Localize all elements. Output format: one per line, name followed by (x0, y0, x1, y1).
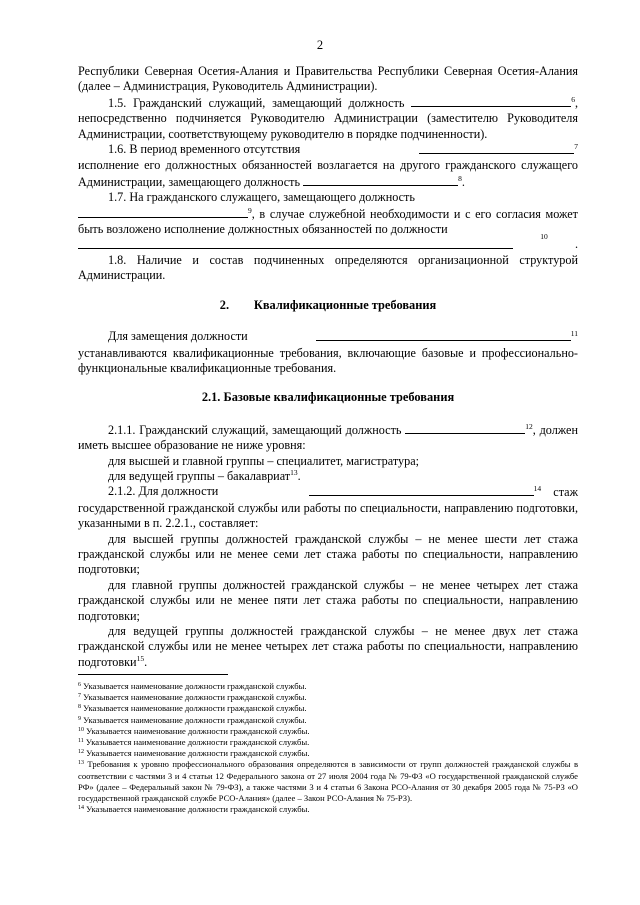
paragraph-continuation: Республики Северная Осетия-Алания и Правительства Республики Северная Осетия-Алания (далее – Администрация, Руководитель Администрации). (78, 64, 578, 94)
blank-line (78, 237, 513, 249)
footnote-number: 7 (78, 693, 81, 700)
footnotes (78, 674, 578, 815)
paragraph-2-1-1-lead: для ведущей группы – бакалавриат$^{13}$. (108, 467, 301, 483)
footnote-number: 10 (78, 726, 84, 733)
blank-line (316, 329, 571, 341)
paragraph-2-1-2-high: для высшей группы должностей гражданской службы – не менее шести лет стажа гражданской службы или не менее семи лет стажа работы по специальности, направлению подготовки; (78, 531, 578, 577)
footnote-number: 12 (78, 749, 84, 756)
paragraph-2-1-2-main: для главной группы должностей гражданской службы – не менее четырех лет стажа гражданской службы или не менее пяти лет стажа работы по специальности, направлению подготовки; (78, 577, 578, 623)
paragraph-2-1-2-lead: для ведущей группы должностей гражданской службы – не менее двух лет стажа гражданской службы или не менее четырех лет стажа работы по специальности, направлению подготовки$^{15}$. (78, 624, 578, 669)
blank-line (411, 95, 571, 107)
blank-line (309, 484, 534, 496)
document-body (78, 64, 578, 670)
footnote (78, 737, 578, 748)
blank-line (419, 142, 574, 154)
footnote-number: 11 (78, 738, 84, 745)
paragraph-1-5: 1.5. Гражданский служащий, замещающий должность $^6$, непосредственно подчиняется Руководителю Администрации (заместителю Руководителя Администрации, соответствующему руководителю в порядке подчиненности). (78, 94, 578, 141)
footnote (78, 804, 578, 815)
footnote-number: 14 (78, 805, 84, 812)
paragraph-2-1-1: 2.1.1. Гражданский служащий, замещающий должность $^{12}$, должен иметь высшее образование не ниже уровня: (78, 421, 578, 453)
footnote (78, 715, 578, 726)
footnote (78, 748, 578, 759)
paragraph-1-6: 1.6. В период временного отсутствия $^7$ исполнение его должностных обязанностей возлагается на другого гражданского служащего Администрации, замещающего должность $^8$. (78, 142, 578, 189)
footnote-text: Указывается наименование должности гражданской службы. (81, 703, 307, 714)
paragraph-2-1-2: 2.1.2. Для должности $^{14}$ стаж государственной гражданской службы или работы по специальности, направлению подготовки, указанными в п. 2.2.1., составляет: (78, 484, 578, 531)
footnote (78, 726, 578, 737)
footnote-text: Указывается наименование должности гражданской службы. (81, 714, 307, 725)
footnote-number: 6 (78, 682, 81, 688)
footnote-separator (78, 674, 228, 675)
footnote-list (78, 681, 578, 815)
footnote-text: Указывается наименование должности гражданской службы. (84, 748, 310, 759)
footnote (78, 703, 578, 714)
blank-line (405, 422, 525, 434)
footnote-text: Указывается наименование должности гражданской службы. (84, 725, 310, 736)
paragraph-1-8: 1.8. Наличие и состав подчиненных определяются организационной структурой Администрации. (78, 252, 578, 283)
footnote (78, 759, 578, 804)
footnote-number: 8 (78, 704, 81, 711)
section-2-1-heading: 2.1. Базовые квалификационные требования (201, 390, 455, 405)
paragraph-1-7: 1.7. На гражданского служащего, замещающего должность $^9$, в случае служебной необходимости и с его согласия может быть возложено исполнение должностных обязанностей по должности 10 . (78, 190, 578, 252)
footnote-number: 13 (78, 760, 84, 767)
paragraph-2-intro: Для замещения должности $^{11}$ устанавливаются квалификационные требования, включающие базовые и профессионально-функциональные квалификационные требования. (78, 329, 578, 375)
footnote-text: Указывается наименование должности гражданской службы. (81, 692, 307, 703)
footnote-text: Указывается наименование должности гражданской службы. (83, 737, 310, 748)
footnote-text: Указывается наименование должности гражданской службы. (81, 681, 307, 691)
footnote-text: Указывается наименование должности гражданской службы. (84, 804, 310, 815)
page-number: 2 (316, 38, 324, 52)
footnote-text: Требования к уровню профессионального образования определяются в зависимости от групп должностей гражданской службы в соответствии с частями 3 и 4 статьи 12 Федерального закона от 27 июля 2004 года № 79-ФЗ «О государственной гражданской службе РФ» (далее – Федеральный закон № 79-ФЗ), а также частями 3 и 4 статьи 6 Закона РСО-Алания от 30 декабря 2005 года № 75-РЗ «О государственной гражданской службе РСО-Алания» (далее – Закон РСО-Алания № 75-РЗ). (78, 759, 578, 804)
blank-line (78, 206, 248, 218)
footnote-number: 9 (78, 715, 81, 722)
blank-line (303, 174, 458, 186)
footnote (78, 681, 578, 692)
paragraph-2-1-1-high: для высшей и главной группы – специалитет, магистратура; (108, 453, 419, 468)
section-2-heading: 2. Квалификационные требования (219, 297, 437, 312)
footnote (78, 692, 578, 703)
